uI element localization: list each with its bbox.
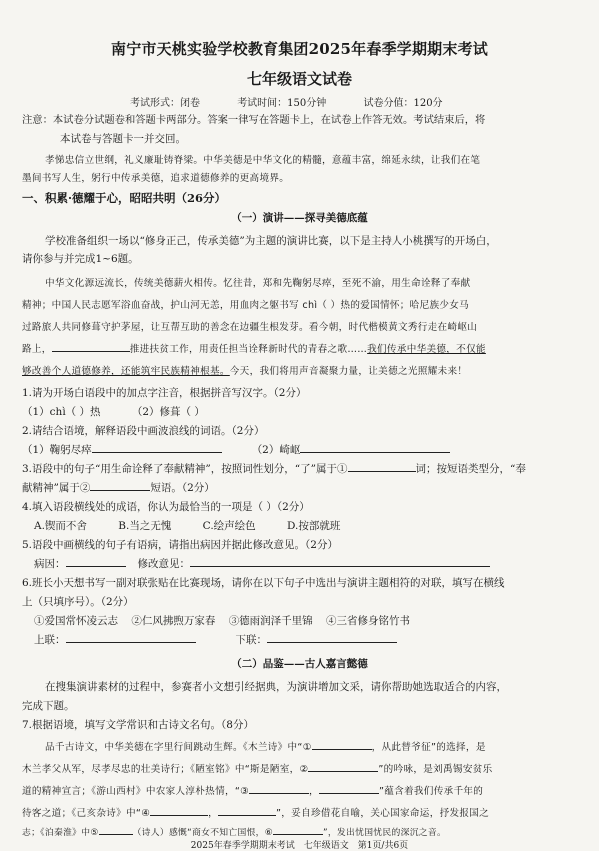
q7-blank-3a[interactable]: [249, 783, 309, 794]
q4-option-d[interactable]: D.按部就班: [287, 520, 341, 532]
question-6-options: [34, 612, 594, 631]
q7-line3: 道的精神宣言；《游山西村》中农家人淳朴热情，“③ ， ”蕴含着我们传承千年的: [22, 781, 582, 802]
q7-line5: 志；《泊秦淮》中⑤ （诗人）感慨“商女不知亡国恨，⑥ ”，发出忧国忧民的深沉之音。: [22, 823, 582, 844]
q1-part-b[interactable]: （2）修葺（ ）: [131, 406, 205, 418]
speech-line2: 精神；中国人民志愿军浴血奋战，护山河无恙，用血肉之躯书写 chì（ ）热的爱国情怀；哈尼族少女马: [22, 300, 470, 311]
exam-meta: [130, 94, 465, 109]
question-6-line1: 6.班长小天想书写一副对联张贴在比赛现场，请你在以下句子中选出与演讲主题相符的对联，填写在横线: [22, 577, 505, 589]
upper-couplet-blank[interactable]: [66, 632, 196, 643]
q3-answer-2[interactable]: [90, 480, 150, 491]
q7-blank-4b[interactable]: [218, 805, 276, 816]
q1-part-a[interactable]: （1）chì（ ）热: [22, 406, 101, 418]
q7-blank-2[interactable]: [308, 761, 378, 772]
speech-line4: 路上， 推进扶贫工作，用责任担当诠释新时代的青春之歌……我们传承中华美德，不仅能: [22, 339, 582, 360]
speech-line3: 过路旅人共同修葺守护茅屋，让互帮互助的善念在边疆生根发芽。看今朝，时代楷模黄文秀行走在崎岖山: [22, 322, 478, 333]
lower-couplet-blank[interactable]: [267, 632, 397, 643]
couplet-option-2[interactable]: ②仁风拂煦万家春: [131, 615, 216, 627]
q4-option-c[interactable]: C.绘声绘色: [202, 520, 256, 532]
couplet-option-4[interactable]: ④三省修身铭竹书: [326, 615, 411, 627]
question-2-parts: （1）鞠躬尽瘁 （2）崎岖: [22, 441, 582, 460]
speech-line5: 够改善个人道德修养，还能筑牢民族精神根基。今天，我们将用声音凝聚力量，让美德之光照耀未来！: [22, 366, 468, 377]
q4-option-b[interactable]: B.当之无愧: [118, 520, 172, 532]
q7-blank-1[interactable]: [312, 739, 372, 750]
question-3-line1: 3.语段中的句子“用生命诠释了奉献精神”，按照词性划分，“了”属于① 词；按短语类型分，“奉: [22, 463, 526, 475]
question-3-line2: 献精神”属于② 短语。（2分）: [22, 482, 215, 494]
idiom-blank[interactable]: [52, 341, 130, 352]
question-5: 5.语段中画横线的句子有语病，请指出病因并据此修改意见。（2分）: [22, 539, 338, 551]
question-1: 1.请为开场白语段中的加点字注音，根据拼音写汉字。（2分）: [22, 387, 307, 399]
q7-blank-3b[interactable]: [319, 783, 379, 794]
sub1-title: （一）演讲——探寻美德底蕴: [231, 212, 368, 224]
q3-answer-1[interactable]: [348, 461, 416, 472]
q2-answer-a[interactable]: [92, 442, 222, 453]
q7-blank-6[interactable]: [273, 824, 323, 835]
intro-line3: 在搜集演讲素材的过程中，参赛者小文想引经据典，为演讲增加文采，请你帮助她选取适合的内容，: [45, 681, 507, 693]
question-7: 7.根据语境，填写文学常识和古诗文名句。（8分）: [22, 719, 254, 731]
sub2-title: （二）品鉴——古人嘉言懿德: [231, 658, 368, 670]
couplet-option-3[interactable]: ③德雨润泽千里锦: [228, 615, 313, 627]
section1-title: 一、积累·德耀于心，昭昭共明（26分）: [22, 191, 227, 205]
q5-fix-blank[interactable]: [190, 556, 490, 567]
intro-line4: 完成下题。: [22, 700, 75, 712]
question-5-answer: 病因： 修改意见：: [34, 555, 594, 574]
q5-cause-blank[interactable]: [66, 556, 126, 567]
q7-blank-5[interactable]: [99, 824, 133, 835]
faulty-sentence: 够改善个人道德修养，还能筑牢民族精神根基。: [22, 366, 230, 377]
q7-line2: 木兰孝父从军，尽孝尽忠的壮美诗行；《陋室铭》中“斯是陋室，② ”的吟咏，是刘禹锡安贫乐: [22, 759, 582, 780]
exam-time: 考试时间：150分钟: [237, 98, 327, 109]
question-4-options: [34, 517, 594, 536]
intro-line2: 请你参与并完成1~6题。: [22, 253, 139, 265]
q7-line1: 品千古诗文，中华美德在字里行间跳动生辉。《木兰诗》中“① ，从此替爷征”的选择，是: [45, 737, 585, 758]
question-4: 4.填入语段横线处的成语，你认为最恰当的一项是（ ）（2分）: [22, 501, 310, 513]
exam-subtitle: 七年级语文试卷: [246, 70, 352, 88]
exam-title: 南宁市天桃实验学校教育集团2025年春季学期期末考试: [111, 40, 488, 58]
speech-line1: 中华文化源远流长，传统美德薪火相传。忆往昔，郑和先鞠躬尽瘁，至死不渝，用生命诠释了奉献: [45, 278, 471, 289]
exam-form: 考试形式：闭卷: [130, 98, 200, 109]
question-6-line2: 上（只填序号）。（2分）: [22, 596, 134, 608]
q4-option-a[interactable]: A.锲而不舍: [34, 520, 87, 532]
q7-blank-4a[interactable]: [150, 805, 208, 816]
q7-line4: 待客之道；《己亥杂诗》中“④ ， ”，妥自珍借花自喻，关心国家命运，抒发报国之: [22, 803, 582, 824]
notice-line1: 注意：本试卷分试题卷和答题卡两部分。答案一律写在答题卡上，在试卷上作答无效。考试结束后，将: [22, 114, 486, 126]
question-2: 2.请结合语境，解释语段中画波浪线的词语。（2分）: [22, 425, 265, 437]
intro-line1: 学校准备组织一场以“修身正己，传承美德”为主题的演讲比赛，以下是主持人小桃撰写的开场白，: [45, 235, 497, 247]
exam-score: 试卷分值：120分: [363, 98, 443, 109]
question-1-parts: [22, 403, 582, 422]
couplet-option-1[interactable]: ①爱国常怀凌云志: [34, 615, 118, 627]
q2-answer-b[interactable]: [300, 442, 450, 453]
motto-line1: 孝悌忠信立世纲，礼义廉耻铸脊梁。中华美德是中华文化的精髓，意蕴丰富，绵延永续，让我们在笔: [45, 155, 481, 166]
question-6-answer: 上联： 下联：: [34, 631, 594, 650]
notice-line2: 本试卷与答题卡一并交回。: [60, 133, 186, 145]
motto-line2: 墨间书写人生，躬行中传承美德，追求道德修养的更高境界。: [22, 173, 290, 184]
page-footer: 2025年春季学期期末考试 七年级语文 第1页/共6页: [190, 841, 409, 851]
